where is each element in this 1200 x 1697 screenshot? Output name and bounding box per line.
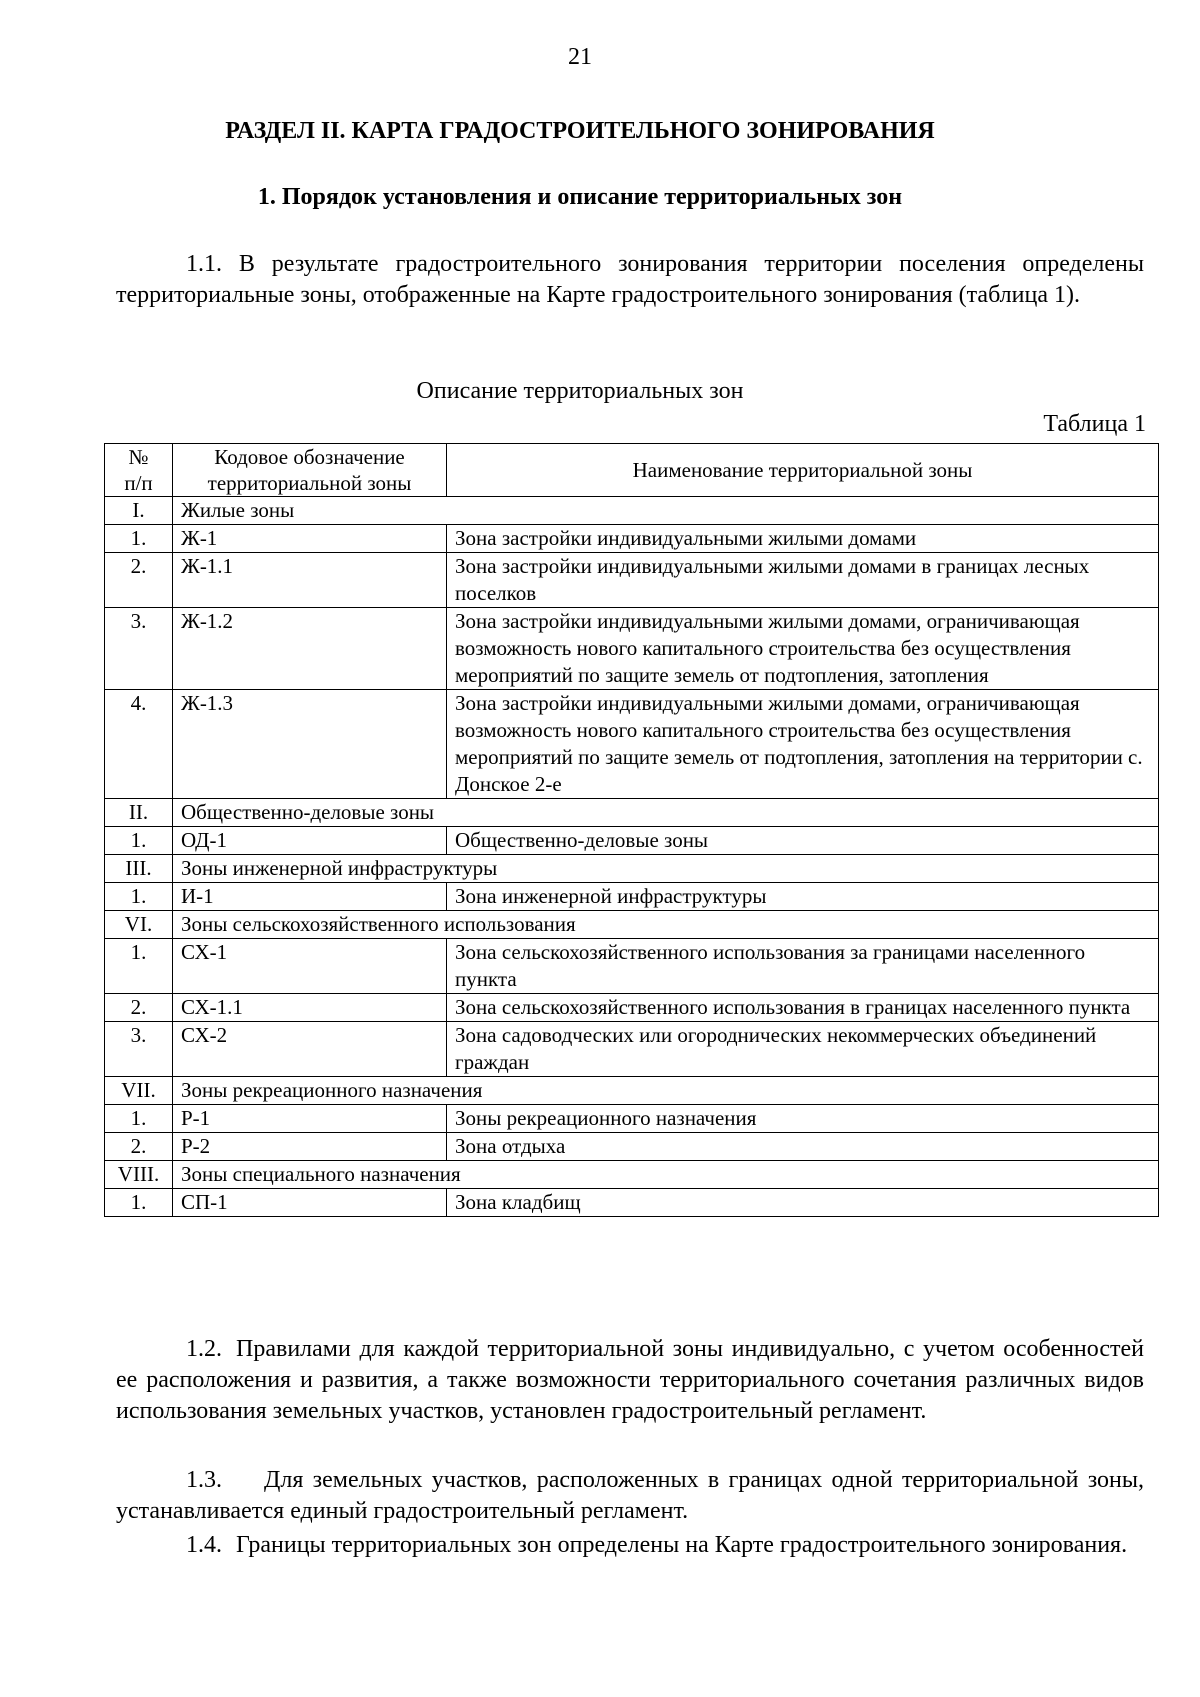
zone-code: ОД-1 — [173, 827, 447, 855]
table-group-row — [105, 1161, 1159, 1189]
table-row — [105, 553, 1159, 608]
table-row — [105, 608, 1159, 690]
zone-code: Ж-1.1 — [173, 553, 447, 608]
page-number: 21 — [568, 44, 592, 70]
header-name: Наименование территориальной зоны — [447, 444, 1159, 497]
zone-code: СХ-1.1 — [173, 994, 447, 1022]
zone-code: СХ-2 — [173, 1022, 447, 1077]
group-name: Зоны сельскохозяйственного использования — [173, 911, 1159, 939]
zone-code: И-1 — [173, 883, 447, 911]
zone-name: Зоны рекреационного назначения — [447, 1105, 1159, 1133]
paragraph-1-4 — [116, 1530, 1144, 1561]
row-number: 3. — [105, 1022, 173, 1077]
paragraph-1-2 — [116, 1334, 1144, 1427]
row-number: II. — [105, 799, 173, 827]
paragraph-text: Правилами для каждой территориальной зоны индивидуально, с учетом особенностей ее расположения и развития, а также возможности территориального сочетания различных видов использования земельных участков, установлен градостроительный регламент. — [116, 1336, 1144, 1424]
row-number: VI. — [105, 911, 173, 939]
paragraph-number: 1.4. — [186, 1532, 222, 1558]
zones-table — [104, 443, 1159, 1217]
zone-code: Р-1 — [173, 1105, 447, 1133]
table-row — [105, 1133, 1159, 1161]
row-number: VII. — [105, 1077, 173, 1105]
row-number: 2. — [105, 553, 173, 608]
table-row — [105, 994, 1159, 1022]
group-name: Зоны инженерной инфраструктуры — [173, 855, 1159, 883]
zone-name: Зона застройки индивидуальными жилыми домами в границах лесных поселков — [447, 553, 1159, 608]
zone-name: Зона застройки индивидуальными жилыми домами, ограничивающая возможность нового капитального строительства без осуществления мероприятий по защите земель от подтопления, затопления на территории с. Донское 2-е — [447, 690, 1159, 799]
table-group-row — [105, 799, 1159, 827]
zone-name: Зона сельскохозяйственного использования за границами населенного пункта — [447, 939, 1159, 994]
zone-name: Зона застройки индивидуальными жилыми домами, ограничивающая возможность нового капитального строительства без осуществления мероприятий по защите земель от подтопления, затопления — [447, 608, 1159, 690]
paragraph-text: Границы территориальных зон определены на Карте градостроительного зонирования. — [236, 1532, 1128, 1558]
group-name: Зоны рекреационного назначения — [173, 1077, 1159, 1105]
row-number: III. — [105, 855, 173, 883]
row-number: 1. — [105, 525, 173, 553]
table-row — [105, 1105, 1159, 1133]
subsection-title: 1. Порядок установления и описание территориальных зон — [257, 184, 903, 210]
group-name: Жилые зоны — [173, 497, 1159, 525]
section-title: РАЗДЕЛ II. КАРТА ГРАДОСТРОИТЕЛЬНОГО ЗОНИРОВАНИЯ — [225, 118, 935, 144]
paragraph-1-3 — [116, 1465, 1144, 1527]
zone-name: Зона застройки индивидуальными жилыми домами — [447, 525, 1159, 553]
paragraph-text: В результате градостроительного зонирования территории поселения определены территориальные зоны, отображенные на Карте градостроительного зонирования (таблица 1). — [116, 251, 1144, 308]
table-group-row — [105, 855, 1159, 883]
table-group-row — [105, 1077, 1159, 1105]
zone-name: Зона инженерной инфраструктуры — [447, 883, 1159, 911]
zone-code: Ж-1.3 — [173, 690, 447, 799]
table-row — [105, 1022, 1159, 1077]
header-number: № п/п — [105, 444, 173, 497]
table-header-row — [105, 444, 1159, 497]
group-name: Общественно-деловые зоны — [173, 799, 1159, 827]
zone-code: Ж-1.2 — [173, 608, 447, 690]
table-row — [105, 690, 1159, 799]
row-number: VIII. — [105, 1161, 173, 1189]
row-number: I. — [105, 497, 173, 525]
zone-name: Зона отдыха — [447, 1133, 1159, 1161]
zones-table-body — [105, 497, 1159, 1217]
paragraph-number: 1.1. — [186, 251, 222, 277]
row-number: 1. — [105, 1189, 173, 1217]
zone-code: СП-1 — [173, 1189, 447, 1217]
row-number: 4. — [105, 690, 173, 799]
row-number: 1. — [105, 939, 173, 994]
row-number: 1. — [105, 1105, 173, 1133]
paragraph-1-1 — [116, 249, 1144, 311]
table-group-row — [105, 497, 1159, 525]
zone-name: Зона кладбищ — [447, 1189, 1159, 1217]
zone-name: Общественно-деловые зоны — [447, 827, 1159, 855]
zone-name: Зона сельскохозяйственного использования в границах населенного пункта — [447, 994, 1159, 1022]
row-number: 1. — [105, 883, 173, 911]
row-number: 2. — [105, 994, 173, 1022]
row-number: 2. — [105, 1133, 173, 1161]
row-number: 1. — [105, 827, 173, 855]
table-row — [105, 939, 1159, 994]
paragraph-number: 1.3. — [186, 1467, 222, 1493]
table-number: Таблица 1 — [1043, 411, 1146, 437]
table-row — [105, 525, 1159, 553]
zone-name: Зона садоводческих или огороднических некоммерческих объединений граждан — [447, 1022, 1159, 1077]
zone-code: Ж-1 — [173, 525, 447, 553]
table-caption: Описание территориальных зон — [416, 378, 744, 404]
row-number: 3. — [105, 608, 173, 690]
header-code: Кодовое обозначение территориальной зоны — [173, 444, 447, 497]
zone-code: Р-2 — [173, 1133, 447, 1161]
table-row — [105, 1189, 1159, 1217]
group-name: Зоны специального назначения — [173, 1161, 1159, 1189]
table-group-row — [105, 911, 1159, 939]
table-row — [105, 827, 1159, 855]
paragraph-number: 1.2. — [186, 1336, 222, 1362]
table-row — [105, 883, 1159, 911]
paragraph-text: Для земельных участков, расположенных в границах одной территориальной зоны, устанавливается единый градостроительный регламент. — [116, 1467, 1144, 1524]
zone-code: СХ-1 — [173, 939, 447, 994]
